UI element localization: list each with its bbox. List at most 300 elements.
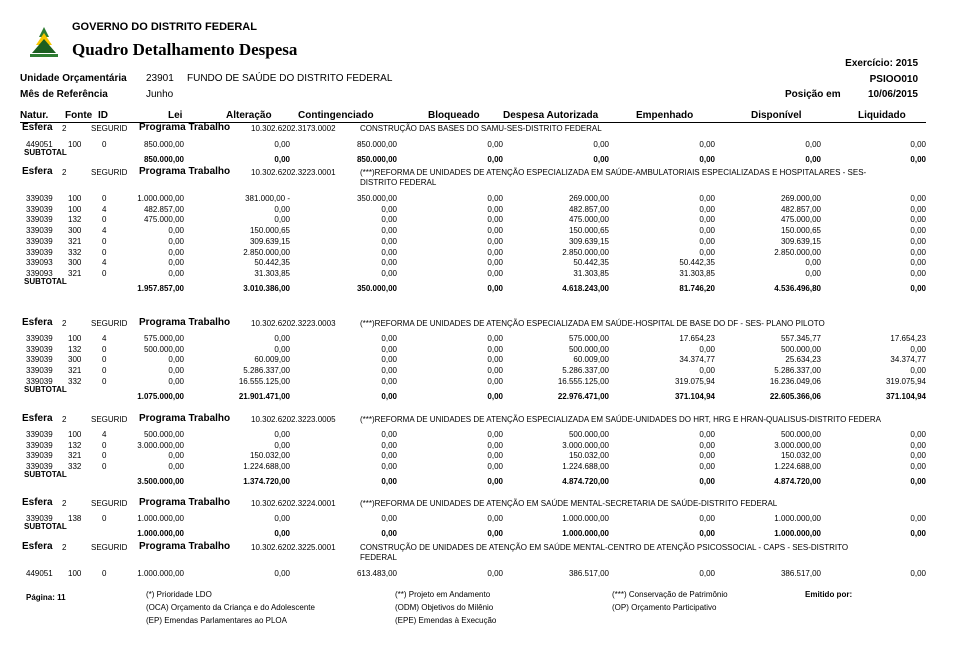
disponivel: 500.000,00 [780, 430, 821, 439]
natureza: 339039 [26, 226, 53, 236]
liquidado: 0,00 [910, 247, 926, 257]
bloqueado: 0,00 [487, 440, 503, 450]
liquidado: 0,00 [910, 451, 926, 461]
programa-label: Programa Trabalho [139, 497, 231, 508]
contingenciado: 613.483,00 [356, 569, 397, 578]
empenhado: 0,00 [699, 247, 715, 257]
fonte: 300 [68, 355, 82, 365]
lei: 475.000,00 [143, 215, 184, 225]
contingenciado: 0,00 [381, 236, 397, 246]
legend-item: (*) Prioridade LDO [146, 590, 212, 599]
esfera-label: Esfera [22, 166, 53, 177]
natureza: 339039 [26, 344, 53, 354]
natureza: 339039 [26, 430, 53, 439]
empenhado: 0,00 [699, 451, 715, 461]
programa-code: 10.302.6202.3223.0003 [251, 319, 336, 328]
bloqueado: 0,00 [487, 451, 503, 461]
empenhado: 0,00 [699, 204, 715, 214]
despesa-autorizada: 31.303,85 [573, 268, 609, 278]
lei: 0,00 [168, 355, 184, 365]
esfera-value: 2 [62, 499, 67, 508]
subtotal-empenhado: 371.104,94 [674, 391, 715, 401]
subtotal-lei: 1.000.000,00 [137, 528, 184, 538]
subtotal-row [0, 469, 964, 486]
natureza: 339093 [26, 268, 53, 278]
lei: 0,00 [168, 226, 184, 236]
natureza: 339039 [26, 204, 53, 214]
id: 0 [102, 194, 107, 203]
col-lei: Lei [168, 110, 183, 121]
lei: 0,00 [168, 376, 184, 386]
id: 0 [102, 366, 107, 376]
natureza: 339039 [26, 376, 53, 386]
subtotal-empenhado: 0,00 [699, 476, 715, 486]
subtotal-label: SUBTOTAL [24, 276, 67, 286]
despesa-autorizada: 1.000.000,00 [562, 514, 609, 523]
bloqueado: 0,00 [487, 514, 503, 523]
alteracao: 0,00 [274, 440, 290, 450]
alteracao: 309.639,15 [249, 236, 290, 246]
disponivel: 150.032,00 [780, 451, 821, 461]
natureza: 449051 [26, 569, 53, 578]
fonte: 100 [68, 334, 82, 343]
fonte: 100 [68, 204, 82, 214]
mes-label: Mês de Referência [20, 89, 108, 100]
unidade-name: FUNDO DE SAÚDE DO DISTRITO FEDERAL [187, 73, 393, 84]
alteracao: 50.442,35 [254, 258, 290, 268]
id: 0 [102, 440, 107, 450]
subtotal-row [0, 384, 964, 401]
subtotal-lei: 1.075.000,00 [137, 391, 184, 401]
empenhado: 0,00 [699, 215, 715, 225]
esfera-value: 2 [62, 415, 67, 424]
subtotal-alteracao: 21.901.471,00 [238, 391, 290, 401]
disponivel: 500.000,00 [780, 344, 821, 354]
id: 0 [102, 569, 107, 578]
report-title: Quadro Detalhamento Despesa [72, 40, 298, 59]
bloqueado: 0,00 [487, 376, 503, 386]
subtotal-despesa-autorizada: 1.000.000,00 [562, 528, 609, 538]
fonte: 300 [68, 258, 82, 268]
natureza: 339039 [26, 355, 53, 365]
contingenciado: 0,00 [381, 451, 397, 461]
table-row [0, 355, 964, 365]
programa-code: 10.302.6202.3225.0001 [251, 543, 336, 552]
alteracao: 1.224.688,00 [243, 462, 290, 472]
empenhado: 0,00 [699, 194, 715, 203]
natureza: 339039 [26, 462, 53, 472]
liquidado: 0,00 [910, 215, 926, 225]
lei: 0,00 [168, 247, 184, 257]
subtotal-bloqueado: 0,00 [487, 528, 503, 538]
subtotal-liquidado: 0,00 [910, 283, 926, 293]
report-code: PSIOO010 [869, 74, 918, 85]
contingenciado: 0,00 [381, 247, 397, 257]
subtotal-row [0, 276, 964, 293]
col-bloqueado: Bloqueado [428, 110, 480, 121]
id: 4 [102, 430, 107, 439]
liquidado: 0,00 [910, 236, 926, 246]
empenhado: 0,00 [699, 140, 715, 149]
col-liquidado: Liquidado [858, 110, 906, 121]
bloqueado: 0,00 [487, 366, 503, 376]
programa-code: 10.302.6202.3173.0002 [251, 124, 336, 133]
disponivel: 1.224.688,00 [774, 462, 821, 472]
despesa-autorizada: 575.000,00 [568, 334, 609, 343]
fonte: 321 [68, 236, 82, 246]
liquidado: 34.374,77 [890, 355, 926, 365]
lei: 482.857,00 [143, 204, 184, 214]
lei: 850.000,00 [143, 140, 184, 149]
subtotal-row [0, 147, 964, 164]
id: 4 [102, 334, 107, 343]
contingenciado: 0,00 [381, 366, 397, 376]
unidade-label: Unidade Orçamentária [20, 73, 127, 84]
natureza: 339039 [26, 247, 53, 257]
empenhado: 0,00 [699, 236, 715, 246]
liquidado: 0,00 [910, 430, 926, 439]
bloqueado: 0,00 [487, 344, 503, 354]
subtotal-contingenciado: 0,00 [381, 528, 397, 538]
subtotal-disponivel: 0,00 [805, 154, 821, 164]
liquidado: 0,00 [910, 226, 926, 236]
alteracao: 0,00 [274, 204, 290, 214]
disponivel: 309.639,15 [780, 236, 821, 246]
despesa-autorizada: 3.000.000,00 [562, 440, 609, 450]
liquidado: 0,00 [910, 344, 926, 354]
programa-description-cont: FEDERAL [360, 553, 397, 562]
natureza: 339039 [26, 334, 53, 343]
fonte: 132 [68, 215, 82, 225]
subtotal-lei: 3.500.000,00 [137, 476, 184, 486]
bloqueado: 0,00 [487, 215, 503, 225]
table-row [0, 430, 964, 440]
fonte: 321 [68, 268, 82, 278]
alteracao: 150.000,65 [249, 226, 290, 236]
empenhado: 31.303,85 [679, 268, 715, 278]
table-row [0, 237, 964, 247]
table-row [0, 194, 964, 204]
disponivel: 5.286.337,00 [774, 366, 821, 376]
despesa-autorizada: 0,00 [593, 140, 609, 149]
liquidado: 0,00 [910, 462, 926, 472]
contingenciado: 0,00 [381, 430, 397, 439]
empenhado: 0,00 [699, 440, 715, 450]
programa-code: 10.302.6202.3223.0005 [251, 415, 336, 424]
table-row [0, 366, 964, 376]
contingenciado: 0,00 [381, 355, 397, 365]
modalidade: SEGURID [91, 415, 128, 424]
disponivel: 16.236.049,06 [769, 376, 821, 386]
subtotal-alteracao: 0,00 [274, 154, 290, 164]
subtotal-alteracao: 1.374.720,00 [243, 476, 290, 486]
programa-code: 10.302.6202.3223.0001 [251, 168, 336, 177]
bloqueado: 0,00 [487, 140, 503, 149]
id: 0 [102, 247, 107, 257]
subtotal-alteracao: 3.010.386,00 [243, 283, 290, 293]
despesa-autorizada: 2.850.000,00 [562, 247, 609, 257]
legend-item: (OCA) Orçamento da Criança e do Adolescente [146, 603, 315, 612]
liquidado: 0,00 [910, 366, 926, 376]
lei: 3.000.000,00 [137, 440, 184, 450]
programa-description: (***)REFORMA DE UNIDADES DE ATENÇÃO EM SAÚDE MENTAL-SECRETARIA DE SAÚDE-DISTRITO FEDERAL [360, 499, 778, 508]
programa-label: Programa Trabalho [139, 122, 231, 133]
lei: 0,00 [168, 258, 184, 268]
despesa-autorizada: 50.442,35 [573, 258, 609, 268]
lei: 0,00 [168, 268, 184, 278]
fonte: 332 [68, 462, 82, 472]
natureza: 449051 [26, 140, 53, 149]
contingenciado: 0,00 [381, 334, 397, 343]
disponivel: 1.000.000,00 [774, 514, 821, 523]
disponivel: 150.000,65 [780, 226, 821, 236]
disponivel: 0,00 [805, 268, 821, 278]
subtotal-liquidado: 0,00 [910, 528, 926, 538]
despesa-autorizada: 500.000,00 [568, 344, 609, 354]
despesa-autorizada: 269.000,00 [568, 194, 609, 203]
mes-value: Junho [146, 89, 174, 100]
programa-description: (***)REFORMA DE UNIDADES DE ATENÇÃO ESPECIALIZADA EM SAÚDE-UNIDADES DO HRT, HRG E HRAN-QUALISUS-DISTRITO FEDERA [360, 415, 881, 424]
subtotal-disponivel: 1.000.000,00 [774, 528, 821, 538]
alteracao: 0,00 [274, 344, 290, 354]
table-row [0, 334, 964, 344]
empenhado: 0,00 [699, 226, 715, 236]
lei: 575.000,00 [143, 334, 184, 343]
legend-item: (***) Conservação de Patrimônio [612, 590, 728, 599]
table-row [0, 451, 964, 461]
col-natur: Natur. [20, 110, 49, 121]
id: 0 [102, 462, 107, 472]
subtotal-contingenciado: 0,00 [381, 391, 397, 401]
exercicio: Exercício: 2015 [845, 58, 918, 69]
fonte: 100 [68, 194, 82, 203]
natureza: 339039 [26, 451, 53, 461]
despesa-autorizada: 482.857,00 [568, 204, 609, 214]
disponivel: 386.517,00 [780, 569, 821, 578]
despesa-autorizada: 1.224.688,00 [562, 462, 609, 472]
contingenciado: 0,00 [381, 226, 397, 236]
esfera-label: Esfera [22, 122, 53, 133]
fonte: 100 [68, 430, 82, 439]
liquidado: 0,00 [910, 204, 926, 214]
subtotal-disponivel: 22.605.366,06 [769, 391, 821, 401]
despesa-autorizada: 16.555.125,00 [557, 376, 609, 386]
bloqueado: 0,00 [487, 334, 503, 343]
programa-description: (***)REFORMA DE UNIDADES DE ATENÇÃO ESPECIALIZADA EM SAÚDE-HOSPITAL DE BASE DO DF - SES- PLANO PILOTO [360, 319, 825, 328]
subtotal-disponivel: 4.536.496,80 [774, 283, 821, 293]
bloqueado: 0,00 [487, 236, 503, 246]
programa-label: Programa Trabalho [139, 413, 231, 424]
fonte: 100 [68, 140, 82, 149]
despesa-autorizada: 5.286.337,00 [562, 366, 609, 376]
esfera-label: Esfera [22, 413, 53, 424]
despesa-autorizada: 150.032,00 [568, 451, 609, 461]
bloqueado: 0,00 [487, 268, 503, 278]
disponivel: 0,00 [805, 258, 821, 268]
col-disponivel: Disponível [751, 110, 802, 121]
disponivel: 0,00 [805, 140, 821, 149]
id: 4 [102, 226, 107, 236]
disponivel: 3.000.000,00 [774, 440, 821, 450]
despesa-autorizada: 60.009,00 [573, 355, 609, 365]
subtotal-contingenciado: 0,00 [381, 476, 397, 486]
modalidade: SEGURID [91, 124, 128, 133]
disponivel: 475.000,00 [780, 215, 821, 225]
natureza: 339093 [26, 258, 53, 268]
natureza: 339039 [26, 514, 53, 523]
legend-item: (EPE) Emendas à Execução [395, 616, 497, 625]
liquidado: 0,00 [910, 140, 926, 149]
modalidade: SEGURID [91, 319, 128, 328]
subtotal-row [0, 521, 964, 538]
despesa-autorizada: 150.000,65 [568, 226, 609, 236]
id: 0 [102, 140, 107, 149]
modalidade: SEGURID [91, 168, 128, 177]
contingenciado: 0,00 [381, 215, 397, 225]
subtotal-bloqueado: 0,00 [487, 391, 503, 401]
lei: 0,00 [168, 366, 184, 376]
fonte: 321 [68, 451, 82, 461]
empenhado: 0,00 [699, 366, 715, 376]
esfera-label: Esfera [22, 497, 53, 508]
id: 0 [102, 344, 107, 354]
table-row [0, 215, 964, 225]
alteracao: 0,00 [274, 334, 290, 343]
modalidade: SEGURID [91, 499, 128, 508]
subtotal-contingenciado: 850.000,00 [356, 154, 397, 164]
legend-item: (OP) Orçamento Participativo [612, 603, 717, 612]
liquidado: 17.654,23 [890, 334, 926, 343]
table-row [0, 226, 964, 236]
fonte: 332 [68, 376, 82, 386]
despesa-autorizada: 386.517,00 [568, 569, 609, 578]
programa-description: (***)REFORMA DE UNIDADES DE ATENÇÃO ESPECIALIZADA EM SAÚDE-AMBULATORIAIS ESPECIALIZADAS E HOSPITALARES - SES- [360, 168, 867, 177]
natureza: 339039 [26, 366, 53, 376]
despesa-autorizada: 309.639,15 [568, 236, 609, 246]
liquidado: 0,00 [910, 194, 926, 203]
contingenciado: 0,00 [381, 514, 397, 523]
fonte: 300 [68, 226, 82, 236]
bloqueado: 0,00 [487, 355, 503, 365]
id: 0 [102, 215, 107, 225]
alteracao: 381.000,00 - [245, 194, 290, 203]
fonte: 332 [68, 247, 82, 257]
id: 0 [102, 236, 107, 246]
contingenciado: 0,00 [381, 268, 397, 278]
programa-description: CONSTRUÇÃO DE UNIDADES DE ATENÇÃO EM SAÚDE MENTAL-CENTRO DE ATENÇÃO PSICOSSOCIAL - CAPS - SES-DISTRITO [360, 543, 849, 552]
page-number: Página: 11 [26, 593, 66, 602]
alteracao: 0,00 [274, 430, 290, 439]
lei: 0,00 [168, 462, 184, 472]
bloqueado: 0,00 [487, 569, 503, 578]
disponivel: 2.850.000,00 [774, 247, 821, 257]
empenhado: 0,00 [699, 344, 715, 354]
empenhado: 34.374,77 [679, 355, 715, 365]
gdf-logo-icon [26, 25, 62, 59]
contingenciado: 0,00 [381, 440, 397, 450]
subtotal-empenhado: 0,00 [699, 528, 715, 538]
lei: 500.000,00 [143, 430, 184, 439]
subtotal-disponivel: 4.874.720,00 [774, 476, 821, 486]
subtotal-bloqueado: 0,00 [487, 283, 503, 293]
programa-label: Programa Trabalho [139, 317, 231, 328]
table-row [0, 258, 964, 268]
subtotal-despesa-autorizada: 4.874.720,00 [562, 476, 609, 486]
bloqueado: 0,00 [487, 258, 503, 268]
programa-description-cont: DISTRITO FEDERAL [360, 178, 437, 187]
modalidade: SEGURID [91, 543, 128, 552]
natureza: 339039 [26, 440, 53, 450]
lei: 0,00 [168, 451, 184, 461]
liquidado: 0,00 [910, 268, 926, 278]
lei: 1.000.000,00 [137, 569, 184, 578]
table-row [0, 441, 964, 451]
contingenciado: 0,00 [381, 376, 397, 386]
posicao-value: 10/06/2015 [867, 89, 918, 100]
table-row [0, 345, 964, 355]
col-fonte: Fonte [65, 110, 93, 121]
lei: 500.000,00 [143, 344, 184, 354]
id: 0 [102, 268, 107, 278]
subtotal-bloqueado: 0,00 [487, 476, 503, 486]
subtotal-liquidado: 0,00 [910, 476, 926, 486]
disponivel: 269.000,00 [780, 194, 821, 203]
id: 0 [102, 514, 107, 523]
table-row [0, 248, 964, 258]
unidade-code: 23901 [146, 73, 174, 84]
despesa-autorizada: 475.000,00 [568, 215, 609, 225]
subtotal-lei: 850.000,00 [143, 154, 184, 164]
id: 0 [102, 451, 107, 461]
fonte: 100 [68, 569, 82, 578]
contingenciado: 350.000,00 [356, 194, 397, 203]
lei: 1.000.000,00 [137, 514, 184, 523]
empenhado: 319.075,94 [674, 376, 715, 386]
bloqueado: 0,00 [487, 204, 503, 214]
liquidado: 0,00 [910, 569, 926, 578]
empenhado: 0,00 [699, 569, 715, 578]
alteracao: 16.555.125,00 [238, 376, 290, 386]
alteracao: 5.286.337,00 [243, 366, 290, 376]
programa-code: 10.302.6202.3224.0001 [251, 499, 336, 508]
posicao-label: Posição em [785, 89, 841, 100]
liquidado: 0,00 [910, 514, 926, 523]
contingenciado: 0,00 [381, 258, 397, 268]
bloqueado: 0,00 [487, 194, 503, 203]
natureza: 339039 [26, 236, 53, 246]
id: 4 [102, 258, 107, 268]
natureza: 339039 [26, 194, 53, 203]
subtotal-empenhado: 81.746,20 [679, 283, 715, 293]
programa-description: CONSTRUÇÃO DAS BASES DO SAMU-SES-DISTRITO FEDERAL [360, 124, 602, 133]
subtotal-alteracao: 0,00 [274, 528, 290, 538]
subtotal-label: SUBTOTAL [24, 521, 67, 531]
subtotal-label: SUBTOTAL [24, 384, 67, 394]
table-row [0, 205, 964, 215]
government-name: GOVERNO DO DISTRITO FEDERAL [72, 21, 257, 33]
subtotal-lei: 1.957.857,00 [137, 283, 184, 293]
disponivel: 557.345,77 [780, 334, 821, 343]
subtotal-despesa-autorizada: 22.976.471,00 [557, 391, 609, 401]
subtotal-despesa-autorizada: 0,00 [593, 154, 609, 164]
subtotal-liquidado: 371.104,94 [885, 391, 926, 401]
lei: 0,00 [168, 236, 184, 246]
empenhado: 0,00 [699, 514, 715, 523]
esfera-value: 2 [62, 319, 67, 328]
id: 4 [102, 204, 107, 214]
subtotal-empenhado: 0,00 [699, 154, 715, 164]
id: 0 [102, 355, 107, 365]
